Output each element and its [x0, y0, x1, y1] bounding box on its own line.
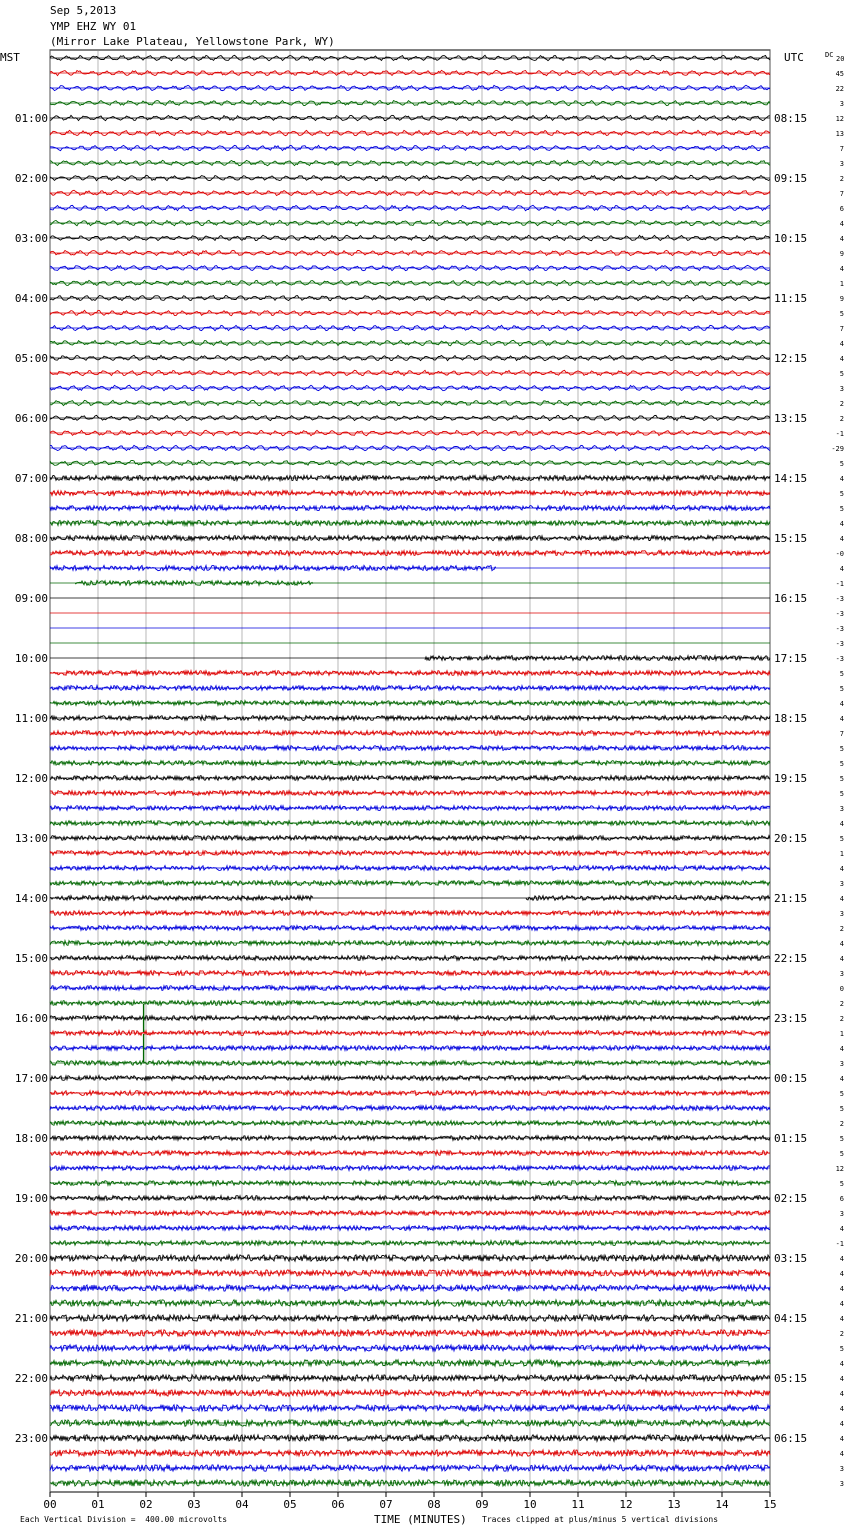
dc-offset-value: 5 [839, 790, 844, 798]
dc-offset-value: 1 [839, 850, 844, 858]
right-hour-label: 18:15 [774, 712, 808, 725]
dc-offset-value: 5 [839, 685, 844, 693]
dc-offset-value: 3 [839, 1465, 844, 1473]
dc-offset-value: 5 [839, 760, 844, 768]
trace-85 [50, 1330, 770, 1336]
dc-offset-value: 4 [839, 565, 844, 573]
dc-offset-value: 1 [839, 1030, 844, 1038]
dc-offset-value: -3 [835, 595, 844, 603]
left-hour-label: 11:00 [14, 712, 48, 725]
dc-offset-value: 3 [839, 160, 844, 168]
dc-offset-value: -29 [831, 445, 844, 453]
dc-offset-value: 5 [839, 1105, 844, 1113]
dc-offset-value: 2 [839, 925, 844, 933]
dc-offset-value: 5 [839, 1135, 844, 1143]
dc-offset-value: 7 [839, 730, 844, 738]
dc-offset-value: 3 [839, 805, 844, 813]
dc-offset-value: 4 [839, 1300, 844, 1308]
dc-offset-value: 4 [839, 475, 844, 483]
right-hour-label: 17:15 [774, 652, 808, 665]
right-hour-label: 19:15 [774, 772, 808, 785]
dc-offset-value: 3 [839, 100, 844, 108]
left-hour-label: 17:00 [14, 1072, 48, 1085]
x-tick-label-11: 11 [571, 1498, 585, 1511]
left-hour-label: 12:00 [14, 772, 48, 785]
dc-offset-value: 4 [839, 265, 844, 273]
dc-offset-value: 4 [839, 1315, 844, 1323]
x-tick-label-06: 06 [331, 1498, 345, 1511]
dc-offset-value: 5 [839, 370, 844, 378]
dc-offset-value: 7 [839, 190, 844, 198]
dc-offset-value: 9 [839, 295, 844, 303]
dc-offset-value: 5 [839, 460, 844, 468]
dc-offset-value: 5 [839, 310, 844, 318]
dc-offset-value: 4 [839, 1375, 844, 1383]
right-hour-label: 04:15 [774, 1312, 808, 1325]
dc-first-value: 20 [836, 55, 845, 63]
dc-offset-value: 4 [839, 1435, 844, 1443]
scale-note: Each Vertical Division = 400.00 microvolts [20, 1515, 228, 1524]
dc-offset-value: 4 [839, 1270, 844, 1278]
x-tick-label-09: 09 [475, 1498, 489, 1511]
right-hour-label: 16:15 [774, 592, 808, 605]
right-hour-label: 14:15 [774, 472, 808, 485]
dc-offset-value: 7 [839, 145, 844, 153]
x-tick-label-08: 08 [427, 1498, 441, 1511]
right-hour-label: 20:15 [774, 832, 808, 845]
x-tick-label-15: 15 [763, 1498, 777, 1511]
dc-offset-value: 7 [839, 325, 844, 333]
dc-offset-value: 3 [839, 1060, 844, 1068]
dc-offset-value: 5 [839, 505, 844, 513]
right-hour-label: 09:15 [774, 172, 808, 185]
dc-offset-value: 2 [839, 175, 844, 183]
dc-offset-value: -0 [835, 550, 844, 558]
dc-label: DC [825, 51, 834, 59]
dc-offset-value: 6 [839, 1195, 844, 1203]
right-hour-label: 06:15 [774, 1432, 808, 1445]
dc-offset-value: 5 [839, 775, 844, 783]
left-hour-label: 09:00 [14, 592, 48, 605]
x-tick-label-10: 10 [523, 1498, 537, 1511]
dc-offset-value: 4 [839, 520, 844, 528]
right-hour-label: 23:15 [774, 1012, 808, 1025]
dc-offset-value: 5 [839, 1090, 844, 1098]
x-tick-label-14: 14 [715, 1498, 729, 1511]
left-hour-label: 16:00 [14, 1012, 48, 1025]
header-location: (Mirror Lake Plateau, Yellowstone Park, WY) [50, 35, 335, 48]
right-zone-label: UTC [784, 51, 804, 64]
dc-offset-value: 9 [839, 250, 844, 258]
right-hour-label: 13:15 [774, 412, 808, 425]
dc-offset-value: 4 [839, 1360, 844, 1368]
x-tick-label-02: 02 [139, 1498, 153, 1511]
left-hour-label: 19:00 [14, 1192, 48, 1205]
dc-offset-value: 12 [835, 1165, 844, 1173]
dc-offset-value: 3 [839, 1210, 844, 1218]
clip-note: Traces clipped at plus/minus 5 vertical divisions [482, 1515, 719, 1524]
dc-offset-value: -1 [835, 580, 844, 588]
dc-offset-value: 4 [839, 535, 844, 543]
left-hour-label: 14:00 [14, 892, 48, 905]
dc-offset-value: 3 [839, 1480, 844, 1488]
x-tick-label-00: 00 [43, 1498, 57, 1511]
dc-offset-value: 0 [839, 985, 844, 993]
dc-offset-value: 2 [839, 1000, 844, 1008]
x-axis-title: TIME (MINUTES) [374, 1513, 467, 1526]
left-hour-label: 21:00 [14, 1312, 48, 1325]
dc-offset-value: 4 [839, 895, 844, 903]
x-tick-label-05: 05 [283, 1498, 297, 1511]
trace-group [50, 55, 770, 1486]
dc-offset-value: -3 [835, 655, 844, 663]
left-hour-label: 10:00 [14, 652, 48, 665]
dc-offset-value: 5 [839, 1180, 844, 1188]
header-date: Sep 5,2013 [50, 4, 117, 17]
dc-offset-value: 4 [839, 1225, 844, 1233]
dc-offset-value: 3 [839, 970, 844, 978]
dc-offset-value: 4 [839, 820, 844, 828]
trace-7 [50, 160, 770, 165]
dc-offset-value: 2 [839, 1330, 844, 1338]
dc-offset-value: -1 [835, 1240, 844, 1248]
dc-offset-value: 5 [839, 1345, 844, 1353]
x-tick-label-13: 13 [667, 1498, 681, 1511]
left-hour-label: 20:00 [14, 1252, 48, 1265]
dc-offset-value: 4 [839, 955, 844, 963]
x-tick-label-07: 07 [379, 1498, 393, 1511]
left-hour-label: 18:00 [14, 1132, 48, 1145]
left-hour-label: 15:00 [14, 952, 48, 965]
left-hour-label: 13:00 [14, 832, 48, 845]
dc-offset-value: 5 [839, 490, 844, 498]
left-hour-label: 08:00 [14, 532, 48, 545]
left-hour-label: 07:00 [14, 472, 48, 485]
x-tick-label-12: 12 [619, 1498, 633, 1511]
left-hour-label: 05:00 [14, 352, 48, 365]
left-hour-label: 01:00 [14, 112, 48, 125]
dc-offset-value: 4 [839, 715, 844, 723]
right-hour-label: 08:15 [774, 112, 808, 125]
dc-offset-value: -3 [835, 625, 844, 633]
dc-offset-value: 6 [839, 205, 844, 213]
dc-offset-value: 2 [839, 415, 844, 423]
left-hour-label: 06:00 [14, 412, 48, 425]
dc-offset-value: 22 [835, 85, 844, 93]
dc-offset-value: 3 [839, 910, 844, 918]
dc-offset-value: 5 [839, 835, 844, 843]
dc-offset-value: 4 [839, 340, 844, 348]
dc-offset-value: 5 [839, 670, 844, 678]
left-hour-label: 02:00 [14, 172, 48, 185]
right-hour-label: 00:15 [774, 1072, 808, 1085]
right-hour-label: 12:15 [774, 352, 808, 365]
dc-offset-value: 2 [839, 1120, 844, 1128]
dc-offset-value: 5 [839, 1150, 844, 1158]
trace-94 [50, 1465, 770, 1471]
x-tick-label-04: 04 [235, 1498, 249, 1511]
x-tick-label-01: 01 [91, 1498, 105, 1511]
right-hour-label: 01:15 [774, 1132, 808, 1145]
dc-offset-value: 2 [839, 400, 844, 408]
dc-offset-value: 45 [835, 70, 844, 78]
dc-offset-value: 1 [839, 280, 844, 288]
dc-offset-value: 2 [839, 1015, 844, 1023]
dc-offset-value: 4 [839, 1075, 844, 1083]
right-hour-label: 11:15 [774, 292, 808, 305]
dc-offset-value: 4 [839, 1285, 844, 1293]
dc-offset-value: 4 [839, 355, 844, 363]
right-hour-label: 22:15 [774, 952, 808, 965]
dc-offset-value: 4 [839, 940, 844, 948]
left-zone-label: MST [0, 51, 20, 64]
trace-1 [50, 70, 770, 75]
dc-offset-value: 4 [839, 1405, 844, 1413]
header-station: YMP EHZ WY 01 [50, 20, 137, 33]
dc-offset-value: -3 [835, 610, 844, 618]
dc-offset-value: -3 [835, 640, 844, 648]
left-hour-label: 23:00 [14, 1432, 48, 1445]
dc-offset-value: 4 [839, 865, 844, 873]
dc-offset-value: 5 [839, 745, 844, 753]
right-hour-label: 05:15 [774, 1372, 808, 1385]
left-hour-label: 03:00 [14, 232, 48, 245]
right-hour-label: 21:15 [774, 892, 808, 905]
dc-offset-value: 13 [835, 130, 844, 138]
right-hour-label: 03:15 [774, 1252, 808, 1265]
axis-labels [15, 70, 844, 1511]
left-hour-label: 22:00 [14, 1372, 48, 1385]
dc-offset-value: 4 [839, 700, 844, 708]
dc-offset-value: 12 [835, 115, 844, 123]
right-hour-label: 15:15 [774, 532, 808, 545]
left-hour-label: 04:00 [14, 292, 48, 305]
dc-offset-value: 4 [839, 1420, 844, 1428]
dc-offset-value: 4 [839, 1450, 844, 1458]
dc-offset-value: -1 [835, 430, 844, 438]
dc-offset-value: 4 [839, 1255, 844, 1263]
dc-offset-value: 4 [839, 220, 844, 228]
trace-71 [50, 1121, 770, 1126]
dc-offset-value: 3 [839, 880, 844, 888]
dc-offset-value: 3 [839, 385, 844, 393]
x-tick-label-03: 03 [187, 1498, 201, 1511]
dc-offset-value: 4 [839, 235, 844, 243]
right-hour-label: 10:15 [774, 232, 808, 245]
dc-offset-value: 4 [839, 1045, 844, 1053]
right-hour-label: 02:15 [774, 1192, 808, 1205]
trace-48 [50, 776, 770, 781]
dc-offset-value: 4 [839, 1390, 844, 1398]
